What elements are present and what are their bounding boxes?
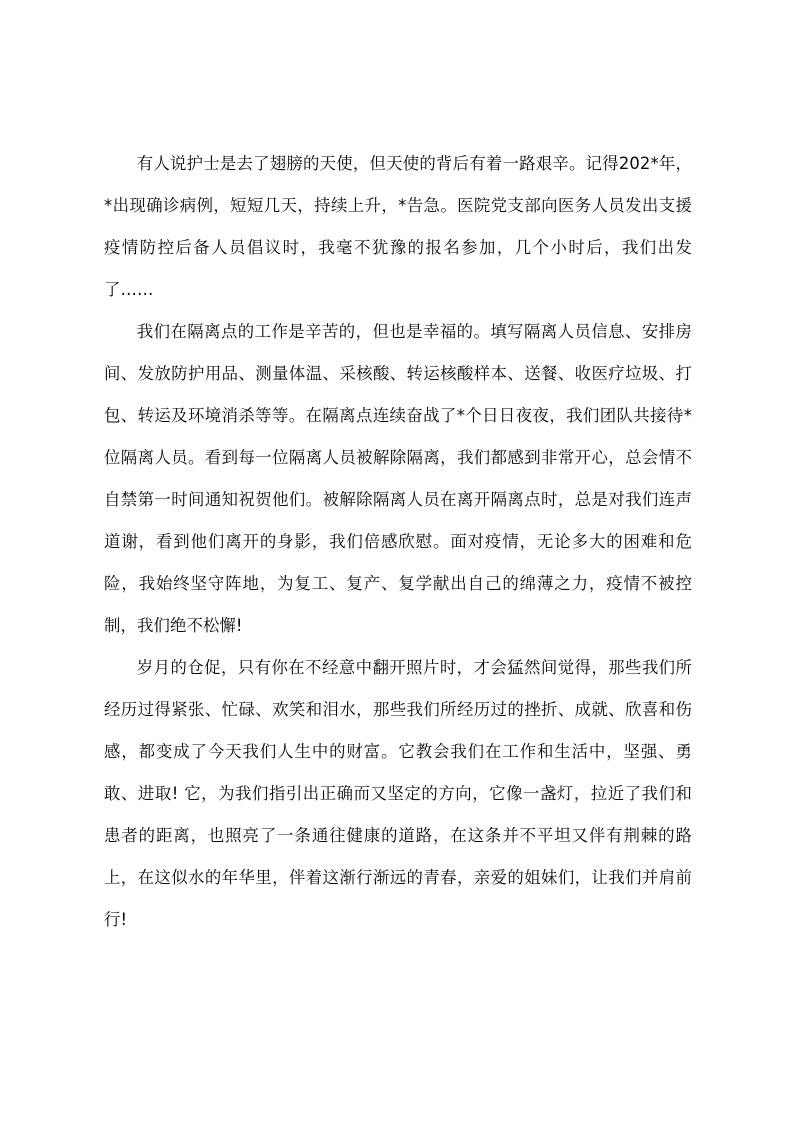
document-text-body (104, 143, 692, 941)
paragraph-3: 岁月的仓促，只有你在不经意中翻开照片时，才会猛然间觉得，那些我们所经历过得紧张、忙碌、欢笑和泪水，那些我们所经历过的挫折、成就、欣喜和伤感，都变成了今天我们人生中的财富。它教会我们在工作和生活中，坚强、勇敢、进取! 它，为我们指引出正确而又坚定的方向，它像一盏灯，拉近了我们和患者的距离，也照亮了一条通往健康的道路，在这条并不平坦又伴有荆棘的路上，在这似水的年华里，伴着这渐行渐远的青春，亲爱的姐妹们，让我们并肩前行! (104, 658, 692, 929)
paragraph-1: 有人说护士是去了翅膀的天使，但天使的背后有着一路艰辛。记得202*年，*出现确诊病例，短短几天，持续上升，*告急。医院党支部向医务人员发出支援疫情防控后备人员倡议时，我毫不犹豫的报名参加，几个小时后，我们出发了…… (104, 154, 692, 299)
paragraph-2: 我们在隔离点的工作是辛苦的，但也是幸福的。填写隔离人员信息、安排房间、发放防护用品、测量体温、采核酸、转运核酸样本、送餐、收医疗垃圾、打包、转运及环境消杀等等。在隔离点连续奋战了*个日日夜夜，我们团队共接待*位隔离人员。看到每一位隔离人员被解除隔离，我们都感到非常开心，总会情不自禁第一时间通知祝贺他们。被解除隔离人员在离开隔离点时，总是对我们连声道谢，看到他们离开的身影，我们倍感欣慰。面对疫情，无论多大的困难和危险，我始终坚守阵地，为复工、复产、复学献出自己的绵薄之力，疫情不被控制，我们绝不松懈! (104, 322, 692, 635)
